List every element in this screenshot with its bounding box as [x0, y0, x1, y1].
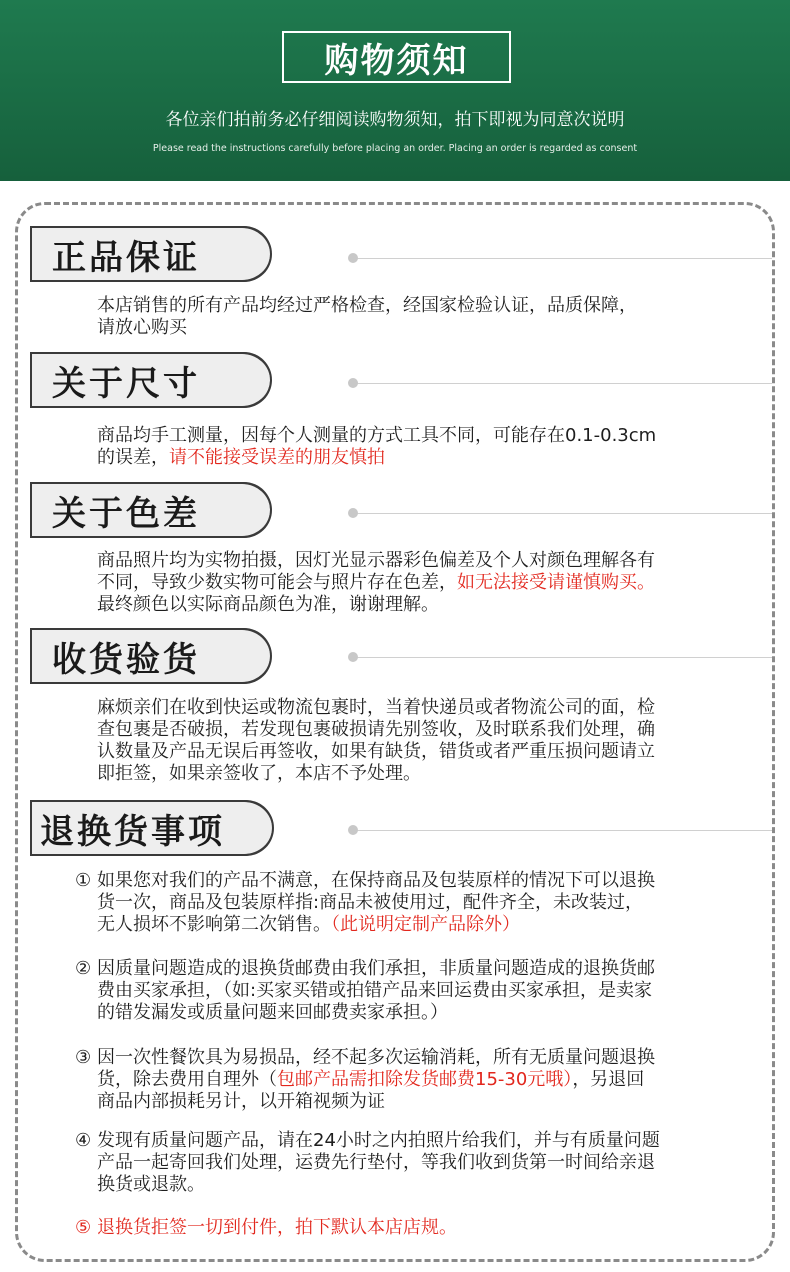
- text-line: 产品一起寄回我们处理，运费先行垫付，等我们收到货第一时间给亲退: [97, 1152, 655, 1173]
- section-authentic-text: [97, 295, 757, 339]
- section-tag-size: 关于尺寸: [30, 352, 270, 408]
- item-number: ③: [75, 1047, 92, 1068]
- text-plain: 货，除去费用自理外（: [97, 1069, 277, 1090]
- item-number: ①: [75, 870, 92, 891]
- text-line: 本店销售的所有产品均经过严格检查，经国家检验认证，品质保障，: [97, 295, 637, 316]
- subtitle-english: Please read the instructions carefully before placing an order. Placing an order is regarded as consent: [152, 143, 638, 154]
- text-line: [97, 1069, 759, 1091]
- text-line: [97, 572, 757, 594]
- text-plain: ，另退回: [572, 1069, 645, 1090]
- divider-line: [352, 513, 772, 514]
- text-line: 即拒签，如果亲签收了，本店不予处理。: [97, 763, 421, 784]
- text-line: 查包裹是否破损，若发现包裹破损请先别签收，及时联系我们处理，确: [97, 719, 655, 740]
- divider-dot: [348, 652, 358, 662]
- text-line: 商品照片均为实物拍摄，因灯光显示器彩色偏差及个人对颜色理解各有: [97, 550, 655, 571]
- text-line: 因质量问题造成的退换货邮费由我们承担，非质量问题造成的退换货邮: [97, 958, 655, 979]
- divider-dot: [348, 508, 358, 518]
- item-number: ②: [75, 958, 92, 979]
- divider-line: [352, 657, 772, 658]
- text-line: 的错发漏发或质量问题来回邮费卖家承担。）: [97, 1002, 448, 1023]
- text-line: 如果您对我们的产品不满意，在保持商品及包装原样的情况下可以退换: [97, 870, 655, 891]
- divider-dot: [348, 825, 358, 835]
- text-line: 麻烦亲们在收到快运或物流包裹时，当着快递员或者物流公司的面，检: [97, 697, 655, 718]
- section-tag-authentic: 正品保证: [30, 226, 270, 282]
- page-title: 购物须知: [282, 31, 511, 83]
- text-line: 货一次，商品及包装原样指:商品未被使用过，配件齐全，未改装过，: [97, 892, 644, 913]
- warning-text: （此说明定制产品除外）: [331, 914, 520, 935]
- text-line: 请放心购买: [97, 317, 187, 338]
- text-plain: 不同，导致少数实物可能会与照片存在色差，: [97, 572, 457, 593]
- text-line: 换货或退款。: [97, 1174, 205, 1195]
- section-tag-returns: 退换货事项: [30, 800, 272, 856]
- divider-dot: [348, 253, 358, 263]
- text-line: 发现有质量问题产品，请在24小时之内拍照片给我们，并与有质量问题: [97, 1130, 660, 1151]
- text-line: 商品均手工测量，因每个人测量的方式工具不同，可能存在0.1-0.3cm: [97, 425, 657, 446]
- divider-line: [352, 258, 772, 259]
- text-plain: 的误差，: [97, 447, 169, 468]
- divider-line: [352, 383, 772, 384]
- text-line: 认数量及产品无误后再签收，如果有缺货，错货或者严重压损问题请立: [97, 741, 655, 762]
- item-number: ④: [75, 1130, 92, 1151]
- warning-text: 包邮产品需扣除发货邮费15-30元哦）: [277, 1069, 573, 1090]
- subtitle-chinese: 各位亲们拍前务必仔细阅读购物须知，拍下即视为同意次说明: [165, 110, 625, 130]
- text-line: 商品内部损耗另计，以开箱视频为证: [97, 1091, 385, 1112]
- section-tag-color: 关于色差: [30, 482, 270, 538]
- section-tag-inspection: 收货验货: [30, 628, 270, 684]
- item-number: ⑤: [75, 1217, 92, 1238]
- header-banner: [0, 0, 790, 181]
- text-line: 费由买家承担，（如:买家买错或拍错产品来回运费由买家承担，是卖家: [97, 980, 653, 1001]
- text-line: 最终颜色以实际商品颜色为准，谢谢理解。: [97, 594, 439, 615]
- divider-dot: [348, 378, 358, 388]
- warning-text: 退换货拒签一切到付件，拍下默认本店店规。: [97, 1217, 457, 1238]
- warning-text: 请不能接受误差的朋友慎拍: [169, 447, 385, 468]
- text-line: [97, 447, 757, 469]
- text-plain: 无人损坏不影响第二次销售。: [97, 914, 331, 935]
- section-size-text: [97, 425, 757, 469]
- section-inspection-text: [97, 697, 757, 785]
- text-line: [97, 914, 759, 936]
- warning-text: 如无法接受请谨慎购买。: [457, 572, 655, 593]
- section-color-text: [97, 550, 757, 616]
- text-line: 因一次性餐饮具为易损品，经不起多次运输消耗，所有无质量问题退换: [97, 1047, 655, 1068]
- divider-line: [352, 830, 772, 831]
